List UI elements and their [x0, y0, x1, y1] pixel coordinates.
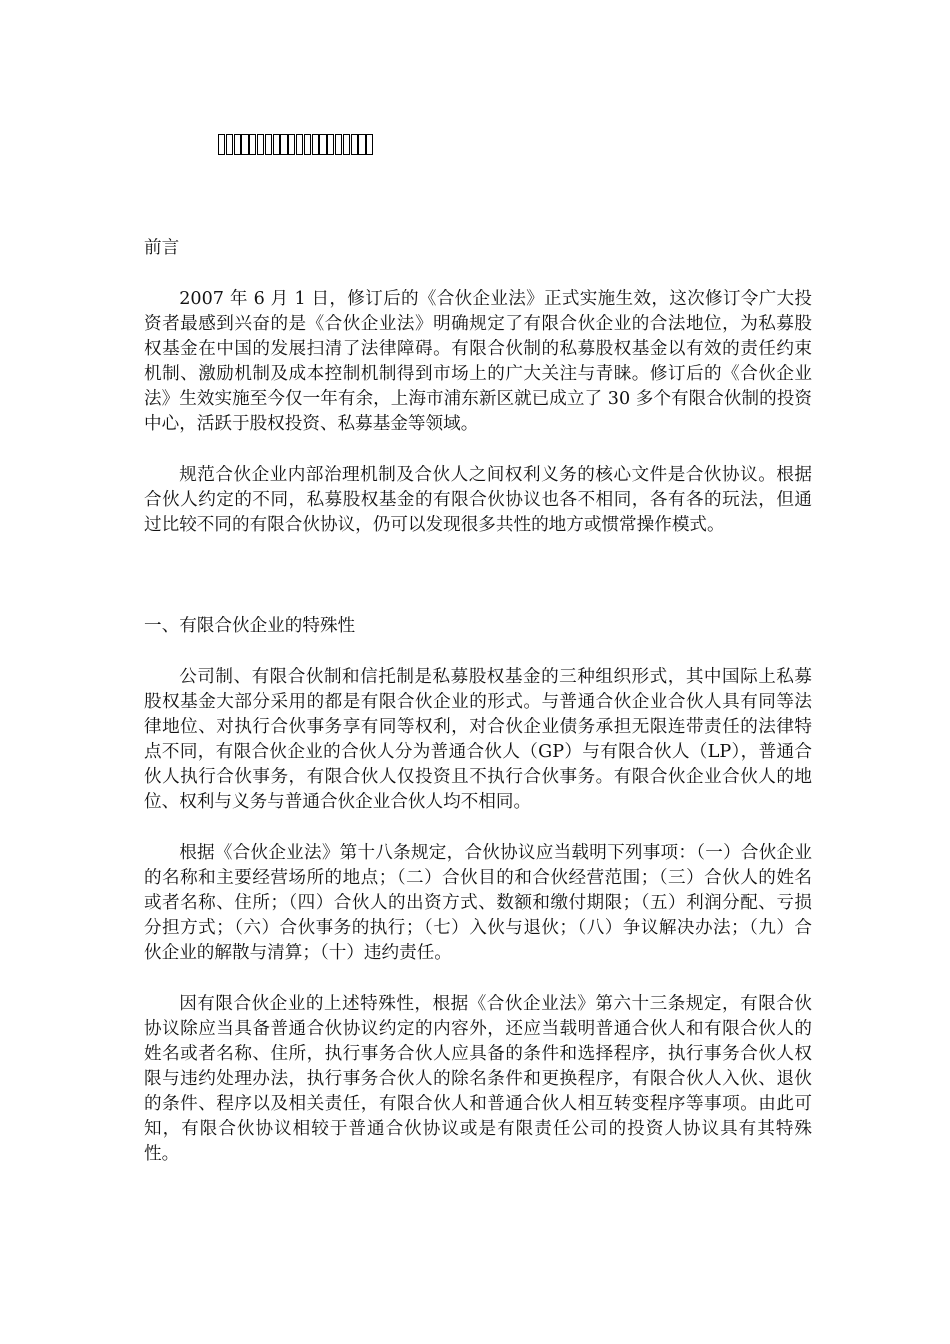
missing-glyph-box	[327, 134, 334, 155]
paragraph: 根据《合伙企业法》第十八条规定，合伙协议应当载明下列事项：（一）合伙企业的名称和主要经营场所的地点；（二）合伙目的和合伙经营范围；（三）合伙人的姓名或者名称、住所；（四）合伙人的出资方式、数额和缴付期限；（五）利润分配、亏损分担方式；（六）合伙事务的执行；（七）入伙与退伙；（八）争议解决办法；（九）合伙企业的解散与清算；（十）违约责任。	[144, 843, 812, 963]
missing-glyph-box	[343, 134, 350, 155]
missing-glyph-box	[351, 134, 358, 155]
missing-glyph-box	[280, 134, 287, 155]
missing-glyph-box	[273, 134, 280, 155]
missing-glyph-box	[366, 134, 373, 155]
missing-glyph-box	[312, 134, 319, 155]
missing-glyph-box	[218, 134, 225, 155]
paragraph: 规范合伙企业内部治理机制及合伙人之间权利义务的核心文件是合伙协议。根据合伙人约定的不同，私募股权基金的有限合伙协议也各不相同，各有各的玩法，但通过比较不同的有限合伙协议，仍可以发现很多共性的地方或惯常操作模式。	[144, 465, 812, 535]
paragraph: 因有限合伙企业的上述特殊性，根据《合伙企业法》第六十三条规定，有限合伙协议除应当具备普通合伙协议约定的内容外，还应当载明普通合伙人和有限合伙人的姓名或者名称、住所，执行事务合伙人应具备的条件和选择程序，执行事务合伙人权限与违约处理办法，执行事务合伙人的除名条件和更换程序，有限合伙人入伙、退伙的条件、程序以及相关责任，有限合伙人和普通合伙人相互转变程序等事项。由此可知，有限合伙协议相较于普通合伙协议或是有限责任公司的投资人协议具有其特殊性。	[144, 994, 812, 1164]
missing-glyph-box	[288, 134, 295, 155]
paragraph: 公司制、有限合伙制和信托制是私募股权基金的三种组织形式，其中国际上私募股权基金大部分采用的都是有限合伙企业的形式。与普通合伙企业合伙人具有同等法律地位、对执行合伙事务享有同等权利，对合伙企业债务承担无限连带责任的法律特点不同，有限合伙企业的合伙人分为普通合伙人（GP）与有限合伙人（LP），普通合伙人执行合伙事务，有限合伙人仅投资且不执行合伙事务。有限合伙企业合伙人的地位、权利与义务与普通合伙企业合伙人均不相同。	[144, 667, 812, 812]
section-heading-preface: 前言	[144, 238, 180, 258]
missing-glyph-box	[319, 134, 326, 155]
paragraph: 2007 年 6 月 1 日，修订后的《合伙企业法》正式实施生效，这次修订令广大投资者最感到兴奋的是《合伙企业法》明确规定了有限合伙企业的合法地位，为私募股权基金在中国的发展扫清了法律障碍。有限合伙制的私募股权基金以有效的责任约束机制、激励机制及成本控制机制得到市场上的广大关注与青睐。修订后的《合伙企业法》生效实施至今仅一年有余，上海市浦东新区就已成立了 30 多个有限合伙制的投资中心，活跃于股权投资、私募基金等领域。	[144, 289, 812, 434]
missing-glyph-box	[226, 134, 233, 155]
missing-glyph-box	[335, 134, 342, 155]
section-heading-1: 一、有限合伙企业的特殊性	[144, 616, 356, 636]
missing-glyph-box	[249, 134, 256, 155]
missing-glyph-box	[241, 134, 248, 155]
garbled-title	[218, 134, 374, 155]
missing-glyph-box	[257, 134, 264, 155]
missing-glyph-box	[304, 134, 311, 155]
missing-glyph-box	[296, 134, 303, 155]
missing-glyph-box	[234, 134, 241, 155]
missing-glyph-box	[358, 134, 365, 155]
missing-glyph-box	[265, 134, 272, 155]
document-body	[144, 236, 812, 1167]
